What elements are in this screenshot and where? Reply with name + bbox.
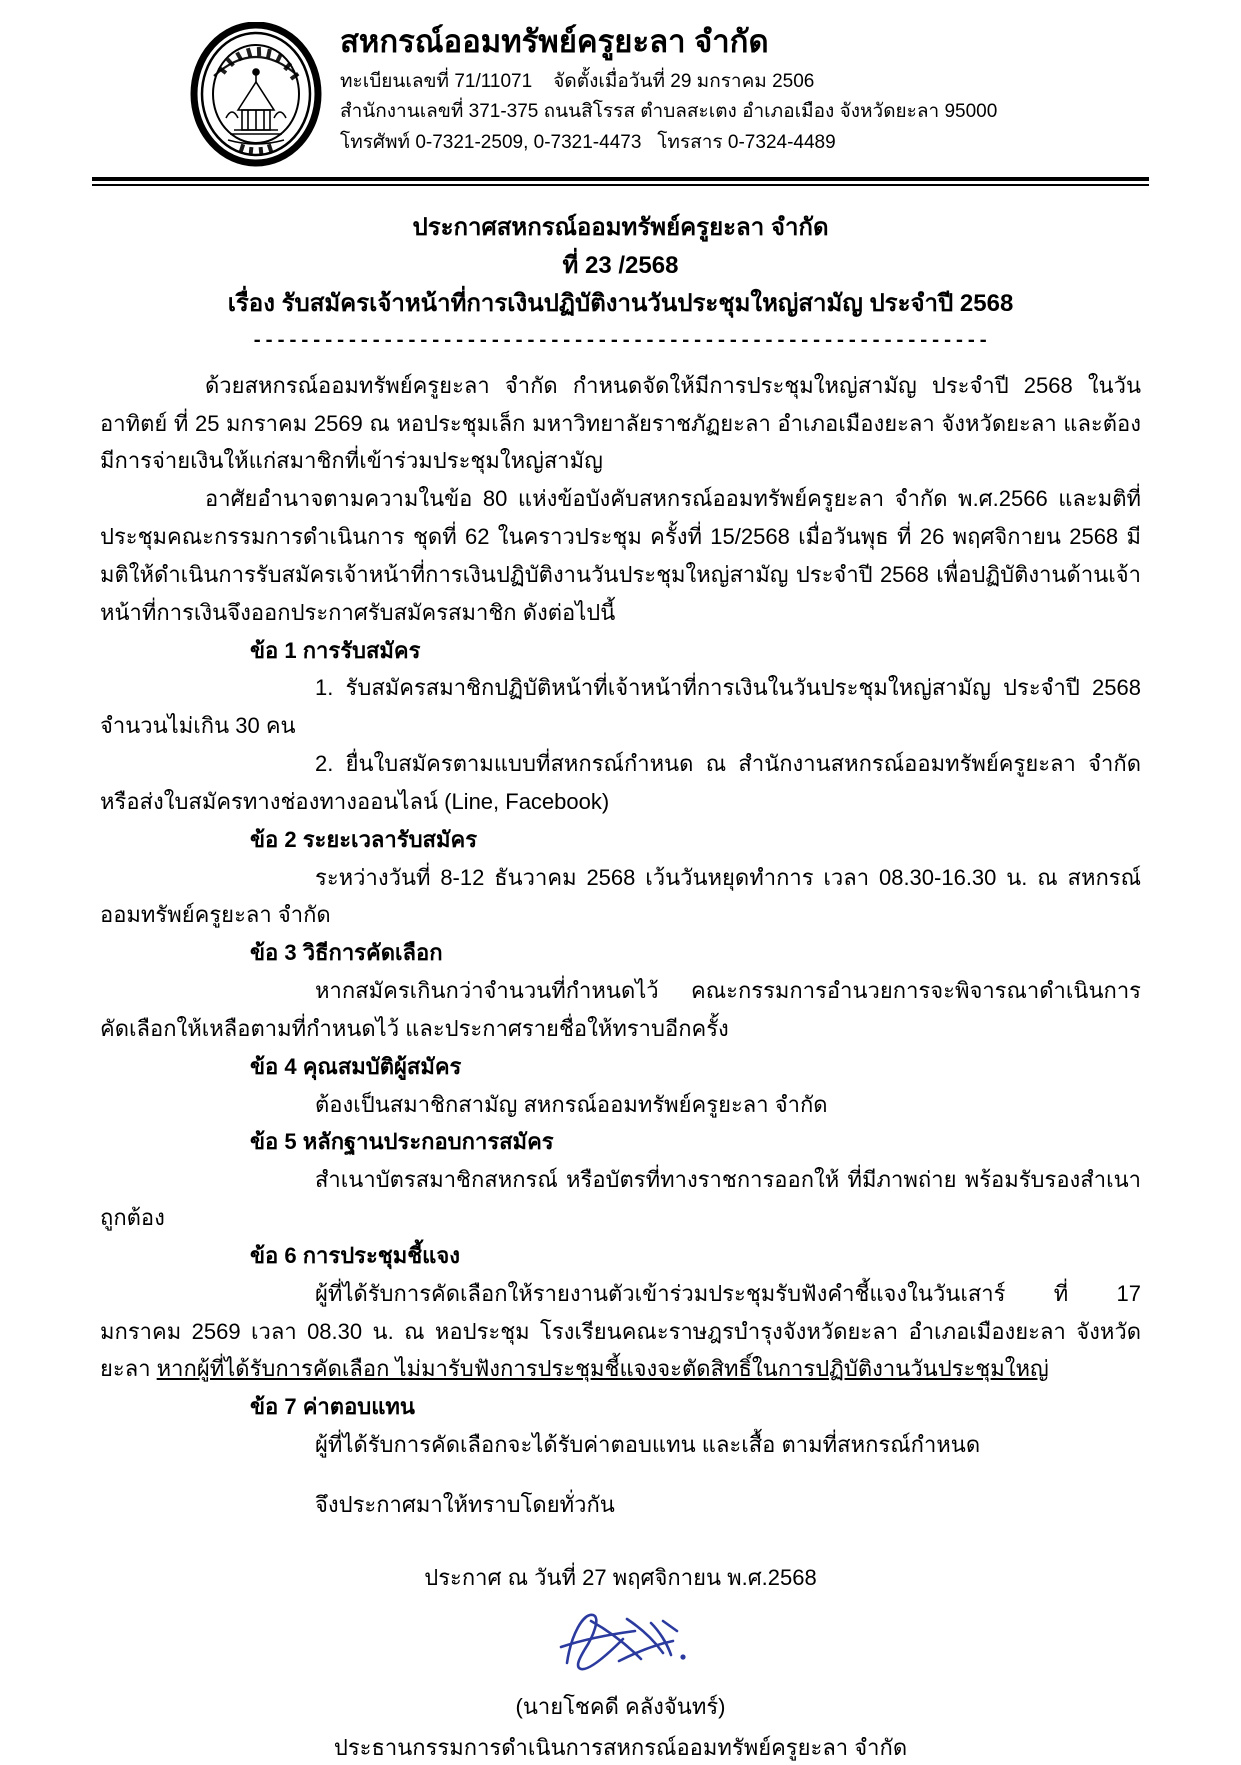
clause-7-heading: ข้อ 7 ค่าตอบแทน — [250, 1394, 415, 1420]
clause-6-text — [100, 1275, 1141, 1388]
intro-paragraph-1: ด้วยสหกรณ์ออมทรัพย์ครูยะลา จำกัด กำหนดจัดให้มีการประชุมใหญ่สามัญ ประจำปี 2568 ในวันอาทิตย์ ที่ 25 มกราคม 2569 ณ หอประชุมเล็ก มหาวิทยาลัยราชภัฏยะลา อำเภอเมืองยะลา จังหวัดยะลา และต้องมีการจ่ายเงินให้แก่สมาชิกที่เข้าร่วมประชุมใหญ่สามัญ — [100, 372, 1141, 474]
header-divider — [92, 177, 1149, 186]
clause-1-heading: ข้อ 1 การรับสมัคร — [250, 637, 421, 663]
clause-3-heading: ข้อ 3 วิธีการคัดเลือก — [250, 940, 443, 966]
signer-title: ประธานกรรมการดำเนินการสหกรณ์ออมทรัพย์ครูยะลา จำกัด — [333, 1734, 908, 1760]
clause-5-heading: ข้อ 5 หลักฐานประกอบการสมัคร — [250, 1129, 554, 1155]
signer-name: (นายโชคดี คลังจันทร์) — [515, 1693, 726, 1719]
page-title: ประกาศสหกรณ์ออมทรัพย์ครูยะลา จำกัด — [412, 214, 829, 241]
clause-7-text: ผู้ที่ได้รับการคัดเลือกจะได้รับค่าตอบแทน และเสื้อ ตามที่สหกรณ์กำหนด — [315, 1431, 981, 1457]
document-number: ที่ 23 /2568 — [562, 252, 679, 279]
clause-4-heading: ข้อ 4 คุณสมบัติผู้สมัคร — [250, 1053, 462, 1079]
clause-5-text: สำเนาบัตรสมาชิกสหกรณ์ หรือบัตรที่ทางราชการออกให้ ที่มีภาพถ่าย พร้อมรับรองสำเนาถูกต้อง — [100, 1167, 1141, 1231]
intro-paragraph-2: อาศัยอำนาจตามความในข้อ 80 แห่งข้อบังคับสหกรณ์ออมทรัพย์ครูยะลา จำกัด พ.ศ.2566 และมติที่ประชุมคณะกรรมการดำเนินการ ชุดที่ 62 ในคราวประชุม ครั้งที่ 15/2568 เมื่อวันพุธ ที่ 26 พฤศจิกายน 2568 มีมติให้ดำเนินการรับสมัครเจ้าหน้าที่การเงินปฏิบัติงานวันประชุมใหญ่สามัญ ประจำปี 2568 เพื่อปฏิบัติงานด้านเจ้าหน้าที่การเงินจึงออกประกาศรับสมัครสมาชิก ดังต่อไปนี้ — [100, 486, 1141, 625]
clause-6-text-plain: ผู้ที่ได้รับการคัดเลือกให้รายงานตัวเข้าร่วมประชุมรับฟังคำชี้แจงในวันเสาร์ ที่ 17 มกราคม 2569 เวลา 08.30 น. ณ หอประชุม โรงเรียนคณะราษฎรบำรุงจังหวัดยะลา อำเภอเมืองยะลา จังหวัดยะลา — [100, 1280, 1141, 1382]
address-line: สำนักงานเลขที่ 371-375 ถนนสิโรรส ตำบลสะเตง อำเภอเมือง จังหวัดยะลา 95000 — [340, 101, 998, 123]
clause-3-text: หากสมัครเกินกว่าจำนวนที่กำหนดไว้ คณะกรรมการอำนวยการจะพิจารณาดำเนินการคัดเลือกให้เหลือตามที่กำหนดไว้ และประกาศรายชื่อให้ทราบอีกครั้ง — [100, 978, 1141, 1041]
clause-6-heading: ข้อ 6 การประชุมชี้แจง — [250, 1242, 460, 1268]
divider-thin — [92, 184, 1149, 186]
clause-6-text-underlined: หากผู้ที่ได้รับการคัดเลือก ไม่มารับฟังการประชุมชี้แจงจะตัดสิทธิ์ในการปฏิบัติงานวันประชุมใหญ่ — [156, 1356, 1049, 1382]
document-subject: เรื่อง รับสมัครเจ้าหน้าที่การเงินปฏิบัติงานวันประชุมใหญ่สามัญ ประจำปี 2568 — [227, 290, 1014, 317]
closing-text: จึงประกาศมาให้ทราบโดยทั่วกัน — [315, 1491, 615, 1517]
handwritten-signature-icon — [531, 1601, 711, 1687]
organization-name: สหกรณ์ออมทรัพย์ครูยะลา จำกัด — [340, 24, 769, 59]
dashed-separator: -------------------------------------------------------------- — [251, 330, 990, 352]
registration-line: ทะเบียนเลขที่ 71/11071 จัดตั้งเมื่อวันที่ 29 มกราคม 2506 — [340, 70, 815, 92]
announcement-date: ประกาศ ณ วันที่ 27 พฤศจิกายน พ.ศ.2568 — [424, 1564, 817, 1590]
cooperative-seal-icon — [190, 22, 322, 167]
document-body — [100, 367, 1141, 1464]
clause-1-item-1: 1. รับสมัครสมาชิกปฏิบัติหน้าที่เจ้าหน้าที่การเงินในวันประชุมใหญ่สามัญ ประจำปี 2568 จำนวนไม่เกิน 30 คน — [100, 675, 1141, 739]
clause-2-text: ระหว่างวันที่ 8-12 ธันวาคม 2568 เว้นวันหยุดทำการ เวลา 08.30-16.30 น. ณ สหกรณ์ออมทรัพย์ครูยะลา จำกัด — [100, 864, 1141, 928]
letterhead — [0, 0, 1241, 167]
clause-4-text: ต้องเป็นสมาชิกสามัญ สหกรณ์ออมทรัพย์ครูยะลา จำกัด — [315, 1091, 828, 1117]
letterhead-text — [340, 16, 1151, 159]
closing-block — [100, 1486, 1141, 1524]
phone-line: โทรศัพท์ 0-7321-2509, 0-7321-4473 โทรสาร 0-7324-4489 — [340, 132, 836, 154]
clause-1-item-2: 2. ยื่นใบสมัครตามแบบที่สหกรณ์กำหนด ณ สำนักงานสหกรณ์ออมทรัพย์ครูยะลา จำกัด หรือส่งใบสมัครทางช่องทางออนไลน์ (Line, Facebook) — [100, 751, 1141, 814]
title-block — [0, 210, 1241, 353]
divider-thick — [92, 177, 1149, 181]
signature-area — [0, 1601, 1241, 1687]
clause-2-heading: ข้อ 2 ระยะเวลารับสมัคร — [250, 826, 478, 852]
